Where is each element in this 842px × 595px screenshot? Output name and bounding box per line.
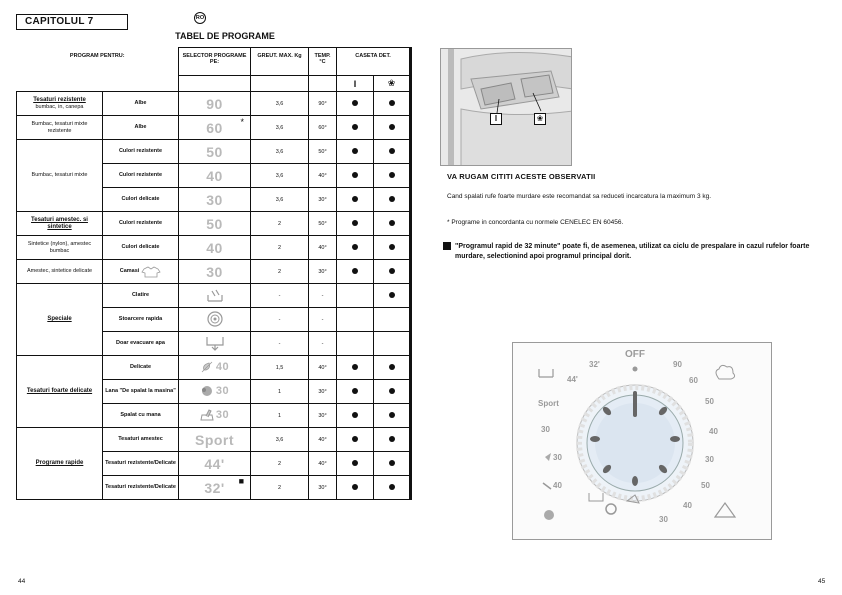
load-value: 3,6 [251,92,309,116]
drawer-compartment-2: ❀ [374,76,411,92]
temp-value: 60° [309,116,337,140]
selector-value: 40 [215,360,230,373]
load-value: 3,6 [251,116,309,140]
load-value: 1,5 [251,356,309,380]
table-title: TABEL DE PROGRAME [175,31,275,41]
header-program: PROGRAM PENTRU: [69,52,125,59]
selector-value: 60 [206,119,223,136]
program-label: Clatire [103,284,179,308]
dial-label: 90 [673,360,682,369]
dot-icon [389,268,395,274]
category-cell: Programe rapide [17,428,103,500]
observations-heading: VA RUGAM CITITI ACESTE OBSERVATII [447,172,596,181]
off-marker [633,367,638,372]
spin-icon [205,310,225,328]
dot-icon [352,484,358,490]
dial-label: 50 [701,481,710,490]
temp-value: 40° [309,164,337,188]
temp-value: 40° [309,428,337,452]
hand-wash-icon [200,409,214,421]
table-row [17,212,411,236]
table-row [17,260,411,284]
dial-32-label: 32' [589,360,600,369]
load-value: 3,6 [251,164,309,188]
temp-value: 30° [309,188,337,212]
dot-icon [389,460,395,466]
wool-icon [200,385,214,397]
temp-value: - [309,284,337,308]
dial-grip [632,476,638,486]
program-label: Culori rezistente [103,212,179,236]
program-label: Camasi [103,260,179,284]
feather-icon [543,483,551,489]
dial-label: 60 [689,376,698,385]
temp-value: - [309,332,337,356]
dot-icon [352,100,358,106]
dot-icon [352,196,358,202]
dial-grip [590,436,600,442]
category-cell: Bumbac, tesaturi mixte rezistente [17,116,103,140]
rinse-icon [539,369,553,377]
temp-value: 40° [309,452,337,476]
program-label: Tesaturi amestec [103,428,179,452]
load-value: 3,6 [251,140,309,164]
dot-icon [352,388,358,394]
table-row [17,284,411,308]
dot-icon [389,172,395,178]
note-cenelec: * Programe in concordanta cu normele CENELEC EN 60456. [447,219,624,226]
dot-icon [389,292,395,298]
program-label: Culori delicate [103,236,179,260]
temp-value: 50° [309,140,337,164]
dot-icon [352,364,358,370]
dot-icon [352,148,358,154]
dial-label: 30 [705,455,714,464]
program-table [16,47,412,500]
table-row [17,356,411,380]
program-label: Tesaturi rezistente/Delicate [103,476,179,500]
category-cell: Tesaturi amestec. si sintetice [17,212,103,236]
selector-value: 30 [215,408,230,421]
selector-value: 30 [206,263,223,280]
temp-value: 30° [309,476,337,500]
dot-icon [389,148,395,154]
shirt-icon [141,266,161,278]
load-value: 1 [251,404,309,428]
dial-label: 30 [553,453,562,462]
dot-icon [389,196,395,202]
program-label: Doar evacuare apa [103,332,179,356]
selector-value: 30 [206,191,223,208]
dot-icon [389,220,395,226]
program-dial [513,343,773,541]
drawer-label-prewash: I [490,113,502,125]
program-label: Culori rezistente [103,164,179,188]
dial-pointer [633,391,637,417]
selector-value: 32' [204,479,225,496]
category-cell: Amestec, sintetice delicate [17,260,103,284]
drawer-label-softener: ❀ [534,113,546,125]
dot-icon [389,244,395,250]
selector-value: 50 [206,143,223,160]
load-value: 2 [251,236,309,260]
temp-value: 30° [309,404,337,428]
dot-icon [389,364,395,370]
load-value: 3,6 [251,428,309,452]
load-value: - [251,284,309,308]
dot-icon [352,244,358,250]
selector-value: 40 [206,239,223,256]
cenelec-star: * [240,117,245,127]
dial-label: 30 [541,425,550,434]
header-load: GREUT. MAX. Kg [251,48,309,76]
category-cell: Bumbac, tesaturi mixte [17,140,103,212]
dial-label: 30 [659,515,668,524]
dial-grip [670,436,680,442]
dot-icon [389,412,395,418]
drawer-compartment-1: I [337,76,374,92]
dial-sport-label: Sport [538,399,559,408]
program-label: Albe [103,116,179,140]
feather-icon [200,361,214,373]
cotton-icon [716,365,735,379]
dot-icon [352,268,358,274]
wool-icon [545,453,551,461]
dot-icon [352,436,358,442]
temp-value: 40° [309,236,337,260]
category-cell: Tesaturi foarte delicate [17,356,103,428]
dial-44-label: 44' [567,375,578,384]
dot-icon [352,412,358,418]
rapid-square-mark: ■ [238,476,245,486]
dial-label: 40 [683,501,692,510]
table-row [17,140,411,164]
table-row [17,116,411,140]
program-label: Delicate [103,356,179,380]
temp-value: - [309,308,337,332]
page-number-left: 44 [18,578,26,585]
rinse-icon [205,287,225,303]
dial-label: 40 [709,427,718,436]
load-value: - [251,308,309,332]
drawer-illustration [441,49,572,166]
header-selector: SELECTOR PROGRAME PE: [179,48,251,76]
load-value: 2 [251,212,309,236]
temp-value: 30° [309,260,337,284]
table-row [17,428,411,452]
selector-value: 44' [204,455,225,472]
selector-value: 90 [206,95,223,112]
header-temp: TEMP. °C [309,48,337,76]
load-value: - [251,332,309,356]
table-row [17,236,411,260]
temp-value: 30° [309,380,337,404]
cotton-cycle-icon [715,503,735,517]
dial-off-label: OFF [625,349,645,360]
selector-value: Sport [194,431,235,448]
drain-icon [589,493,603,501]
category-cell: Tesaturi rezistente bumbac, in, canepa [17,92,103,116]
load-value: 2 [251,476,309,500]
square-marker-icon [443,242,451,250]
program-label: Lana "De spalat la masina" [103,380,179,404]
detergent-drawer-photo [440,48,572,166]
dot-icon [389,436,395,442]
dot-icon [389,484,395,490]
load-value: 3,6 [251,188,309,212]
program-label: Stoarcere rapida [103,308,179,332]
temp-value: 40° [309,356,337,380]
dot-icon [352,220,358,226]
dot-icon [389,124,395,130]
table-row [17,92,411,116]
dot-icon [352,460,358,466]
selector-value: 30 [215,384,230,397]
header-drawer: CASETA DET. [337,48,411,76]
load-value: 2 [251,260,309,284]
drain-icon [204,334,226,352]
page-number-right: 45 [818,578,826,585]
note-rapid-program: "Programul rapid de 32 minute" poate fi, de asemenea, utilizat ca ciclu de prespalare in cazul rufelor foarte murdare, selectionind apoi programul principal dorit. [455,243,810,260]
temp-value: 50° [309,212,337,236]
spin-dry-icon [544,510,554,520]
dial-label: 40 [553,481,562,490]
note-heavy-soil: Cand spalati rufe foarte murdare este recomandat sa reduceti incarcatura la maximum 3 kg. [447,193,712,200]
dial-label: 50 [705,397,714,406]
program-label: Albe [103,92,179,116]
load-value: 2 [251,452,309,476]
program-dial-panel [512,342,772,540]
chapter-title: CAPITOLUL 7 [16,14,128,30]
spin-icon [606,504,616,514]
program-label: Culori delicate [103,188,179,212]
category-cell: Sintetice (nylon), amestec bumbac [17,236,103,260]
program-label: Tesaturi rezistente/Delicate [103,452,179,476]
selector-value: 50 [206,215,223,232]
category-cell: Speciale [17,284,103,356]
selector-value: 40 [206,167,223,184]
program-label: Culori rezistente [103,140,179,164]
temp-value: 90° [309,92,337,116]
program-label: Spalat cu mana [103,404,179,428]
dot-icon [389,388,395,394]
dot-icon [352,172,358,178]
dot-icon [352,124,358,130]
dot-icon [389,100,395,106]
load-value: 1 [251,380,309,404]
language-badge: RO [194,12,206,24]
